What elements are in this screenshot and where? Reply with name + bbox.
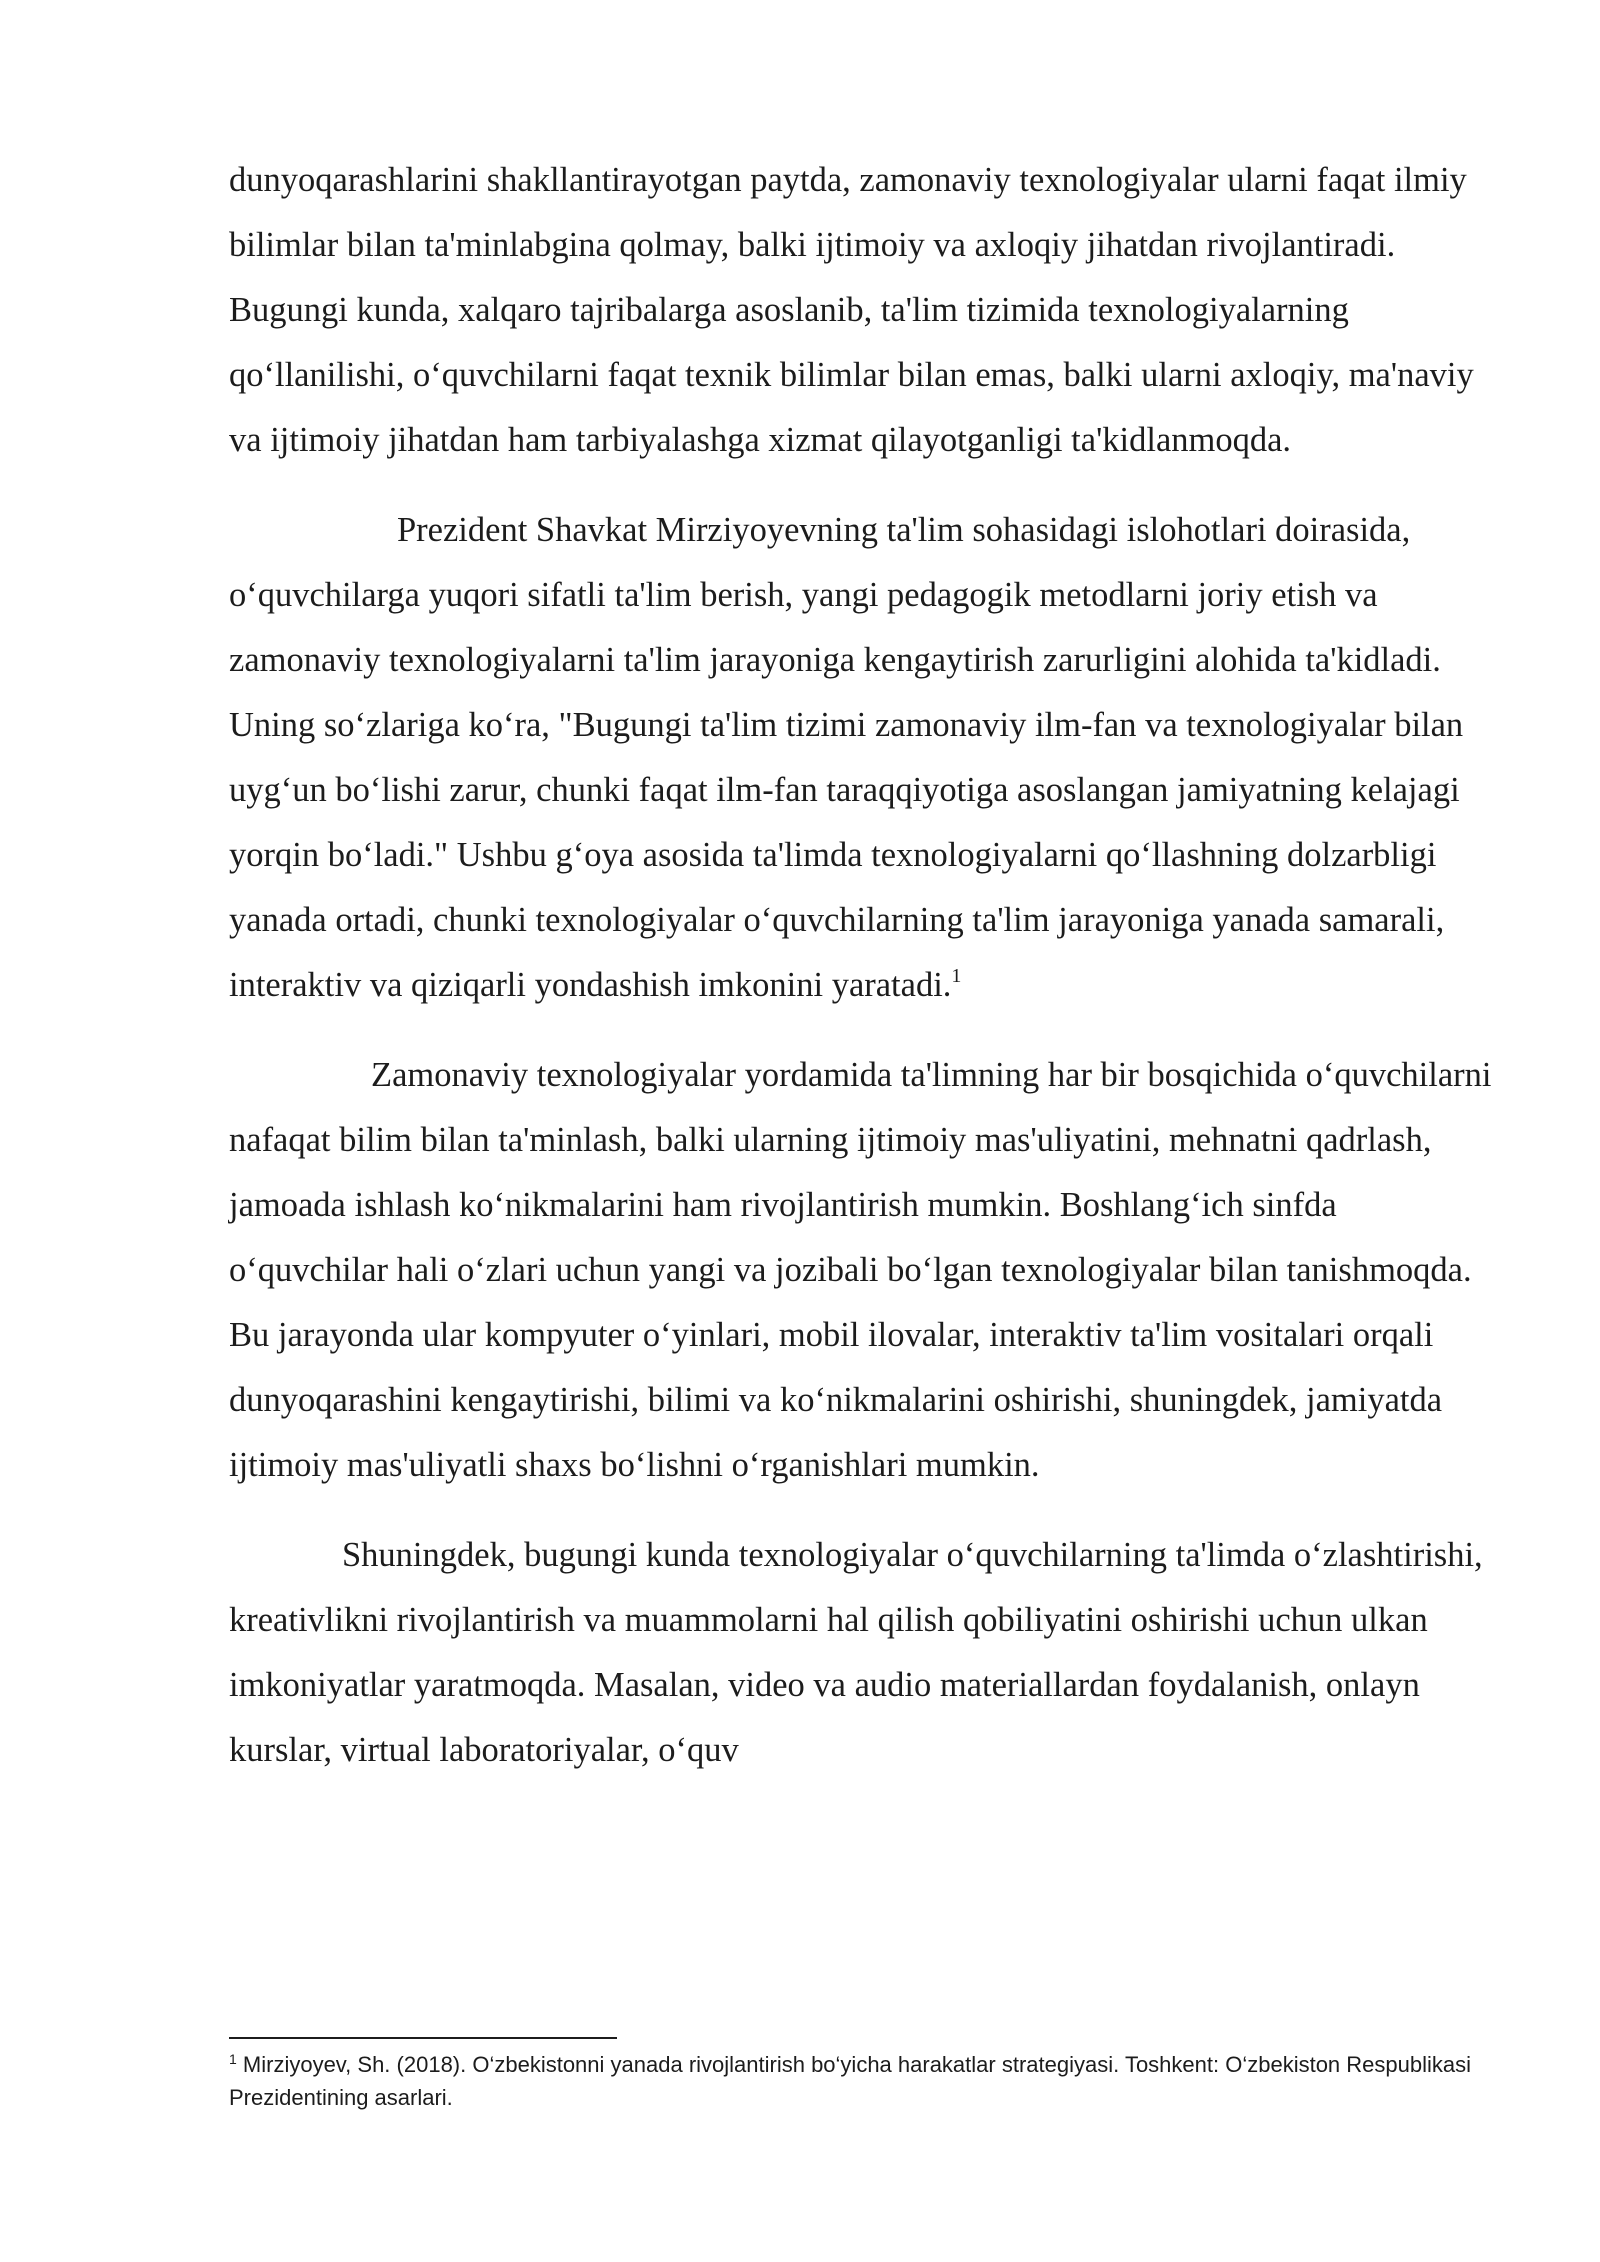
paragraph-2	[229, 498, 1504, 1018]
footnote-marker: 1	[229, 2051, 237, 2067]
paragraph-4: Shuningdek, bugungi kunda texnologiyalar o‘quvchilarning ta'limda o‘zlashtirishi, kreativlikni rivojlantirish va muammolarni hal qilish qobiliyatini oshirishi uchun ulkan imkoniyatlar yaratmoqda. Masalan, video va audio materiallardan foydalanish, onlayn kurslar, virtual laboratoriyalar, o‘quv	[229, 1536, 1483, 1769]
footnote-separator	[229, 2037, 617, 2039]
paragraph-2-text: Prezident Shavkat Mirziyoyevning ta'lim sohasidagi islohotlari doirasida, o‘quvchilarga yuqori sifatli ta'lim berish, yangi pedagogik metodlarni joriy etish va zamonaviy texnologiyalarni ta'lim jarayoniga kengaytirish zarurligini alohida ta'kidladi. Uning so‘zlariga ko‘ra, "Bugungi ta'lim tizimi zamonaviy ilm-fan va texnologiyalar bilan uyg‘un bo‘lishi zarur, chunki faqat ilm-fan taraqqiyotiga asoslangan jamiyatning kelajagi yorqin bo‘ladi." Ushbu g‘oya asosida ta'limda texnologiyalarni qo‘llashning dolzarbligi yanada ortadi, chunki texnologiyalar o‘quvchilarning ta'lim jarayoniga yanada samarali, interaktiv va qiziqarli yondashish imkonini yaratadi.	[229, 511, 1464, 1004]
footnote-text: Mirziyoyev, Sh. (2018). O‘zbekistonni yanada rivojlantirish bo‘yicha harakatlar strategiyasi. Toshkent: O‘zbekiston Respublikasi Prezidentining asarlari.	[229, 2052, 1471, 2110]
footnote	[229, 2048, 1519, 2114]
body-text	[229, 148, 1504, 1808]
footnote-reference[interactable]: 1	[951, 965, 962, 987]
paragraph-1: dunyoqarashlarini shakllantirayotgan paytda, zamonaviy texnologiyalar ularni faqat ilmiy bilimlar bilan ta'minlabgina qolmay, balki ijtimoiy va axloqiy jihatdan rivojlantiradi. Bugungi kunda, xalqaro tajribalarga asoslanib, ta'lim tizimida texnologiyalarning qo‘llanilishi, o‘quvchilarni faqat texnik bilimlar bilan emas, balki ularni axloqiy, ma'naviy va ijtimoiy jihatdan ham tarbiyalashga xizmat qilayotganligi ta'kidlanmoqda.	[229, 161, 1474, 459]
paragraph-3: Zamonaviy texnologiyalar yordamida ta'limning har bir bosqichida o‘quvchilarni nafaqat bilim bilan ta'minlash, balki ularning ijtimoiy mas'uliyatini, mehnatni qadrlash, jamoada ishlash ko‘nikmalarini ham rivojlantirish mumkin. Boshlang‘ich sinfda o‘quvchilar hali o‘zlari uchun yangi va jozibali bo‘lgan texnologiyalar bilan tanishmoqda. Bu jarayonda ular kompyuter o‘yinlari, mobil ilovalar, interaktiv ta'lim vositalari orqali dunyoqarashini kengaytirishi, bilimi va ko‘nikmalarini oshirishi, shuningdek, jamiyatda ijtimoiy mas'uliyatli shaxs bo‘lishni o‘rganishlari mumkin.	[229, 1056, 1492, 1484]
